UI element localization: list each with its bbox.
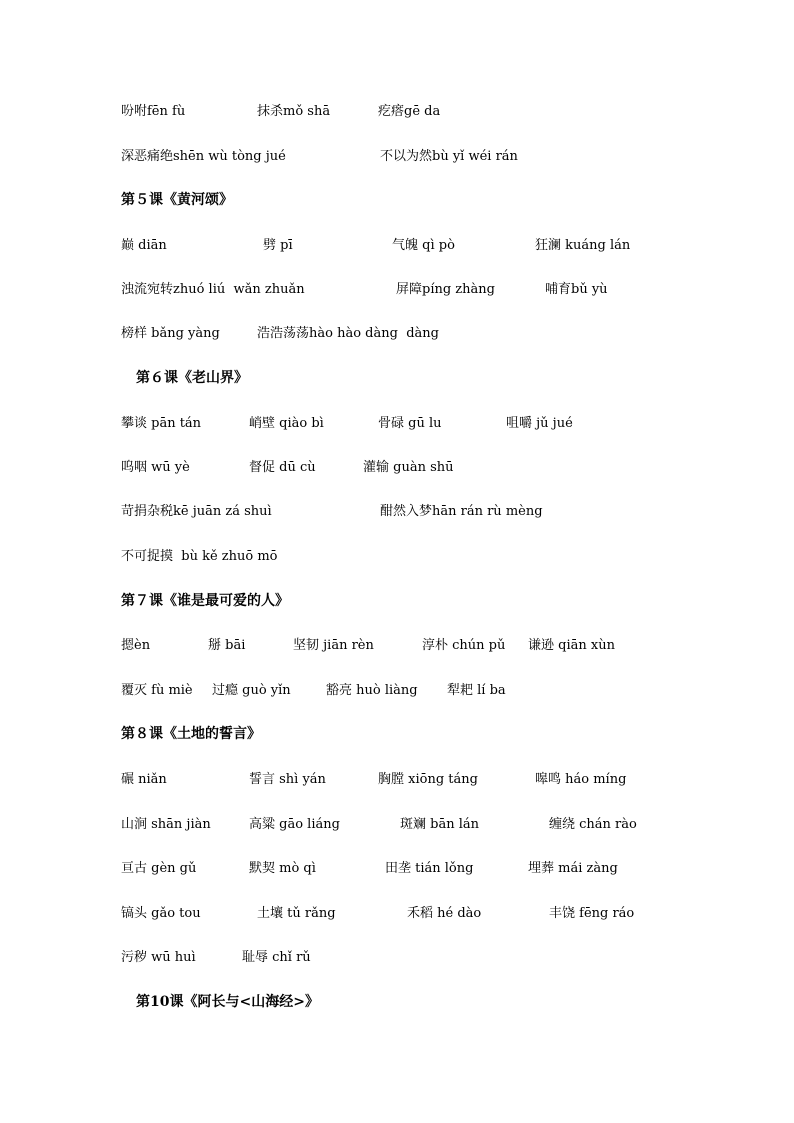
vocab-item: 豁亮 huò liàng <box>326 683 418 698</box>
vocab-row <box>0 322 794 346</box>
lesson-heading: 第５课《黄河颂》 <box>121 192 233 208</box>
vocab-item: 吩咐fēn fù <box>121 104 186 119</box>
vocab-row <box>0 545 794 569</box>
vocab-row <box>0 145 794 169</box>
vocab-item: 碾 niǎn <box>121 772 167 787</box>
lesson-heading: 第８课《土地的誓言》 <box>121 726 261 742</box>
vocab-item: 哺育bǔ yù <box>545 282 608 297</box>
vocab-item: 犁耙 lí ba <box>447 683 506 698</box>
vocab-row <box>0 100 794 124</box>
vocab-item: 山涧 shān jiàn <box>121 817 211 832</box>
vocab-item: 耻辱 chǐ rǔ <box>242 950 311 965</box>
vocab-item: 高粱 gāo liáng <box>249 817 340 832</box>
vocab-item: 峭壁 qiào bì <box>249 416 324 431</box>
vocab-item: 深恶痛绝shēn wù tòng jué <box>121 149 286 164</box>
vocab-item: 督促 dū cù <box>249 460 316 475</box>
vocab-row <box>0 412 794 436</box>
vocab-item: 谦逊 qiān xùn <box>528 638 615 653</box>
vocab-item: 掰 bāi <box>208 638 246 653</box>
vocab-item: 抹杀mǒ shā <box>257 104 331 119</box>
lesson-heading: 第６课《老山界》 <box>136 370 248 386</box>
vocab-item: 亘古 gèn gǔ <box>121 861 197 876</box>
vocab-item: 浩浩荡荡hào hào dàng dàng <box>257 326 439 341</box>
vocab-item: 田垄 tián lǒng <box>385 861 474 876</box>
vocab-item: 过瘾 guò yǐn <box>212 683 291 698</box>
vocab-item: 斑斓 bān lán <box>400 817 479 832</box>
vocab-item: 污秽 wū huì <box>121 950 196 965</box>
vocab-item: 咀嚼 jǔ jué <box>506 416 573 431</box>
vocab-row <box>0 902 794 926</box>
vocab-row <box>0 234 794 258</box>
vocab-item: 缠绕 chán rào <box>549 817 637 832</box>
vocab-item: 攀谈 pān tán <box>121 416 202 431</box>
vocab-item: 嗥鸣 háo míng <box>535 772 627 787</box>
vocab-row <box>0 813 794 837</box>
vocab-item: 淳朴 chún pǔ <box>422 638 506 653</box>
vocab-row <box>0 634 794 658</box>
vocab-item: 疙瘩gē da <box>378 104 441 119</box>
vocab-item: 土壤 tǔ rǎng <box>257 906 336 921</box>
vocab-item: 覆灭 fù miè <box>121 683 193 698</box>
lesson-heading: 第10课《阿长与<山海经>》 <box>136 994 319 1010</box>
vocab-item: 胸膛 xiōng táng <box>378 772 478 787</box>
vocab-row <box>0 500 794 524</box>
vocab-row <box>0 456 794 480</box>
vocab-item: 摁èn <box>121 638 151 653</box>
vocab-item: 浊流宛转zhuó liú wǎn zhuǎn <box>121 282 305 297</box>
vocab-item: 禾稻 hé dào <box>407 906 482 921</box>
vocab-item: 屏障píng zhàng <box>396 282 495 297</box>
vocab-item: 骨碌 gū lu <box>378 416 442 431</box>
lesson-heading: 第７课《谁是最可爱的人》 <box>121 593 289 609</box>
vocab-row <box>0 857 794 881</box>
vocab-item: 镐头 gǎo tou <box>121 906 201 921</box>
vocab-item: 默契 mò qì <box>249 861 316 876</box>
vocab-item: 丰饶 fēng ráo <box>549 906 635 921</box>
vocab-row <box>0 946 794 970</box>
vocab-row <box>0 679 794 703</box>
vocab-item: 不以为然bù yǐ wéi rán <box>380 149 518 164</box>
vocab-item: 灌输 guàn shū <box>363 460 454 475</box>
vocab-row <box>0 278 794 302</box>
vocab-item: 埋葬 mái zàng <box>528 861 618 876</box>
vocab-item: 气魄 qì pò <box>392 238 455 253</box>
vocab-item: 誓言 shì yán <box>249 772 326 787</box>
vocab-item: 呜咽 wū yè <box>121 460 190 475</box>
vocab-item: 坚韧 jiān rèn <box>293 638 374 653</box>
vocab-item: 榜样 bǎng yàng <box>121 326 220 341</box>
vocab-item: 不可捉摸 bù kě zhuō mō <box>121 549 278 564</box>
vocab-item: 巅 diān <box>121 238 167 253</box>
vocab-item: 酣然入梦hān rán rù mèng <box>380 504 543 519</box>
vocab-item: 狂澜 kuáng lán <box>535 238 631 253</box>
vocab-item: 苛捐杂税kē juān zá shuì <box>121 504 272 519</box>
vocab-row <box>0 768 794 792</box>
vocab-item: 劈 pī <box>263 238 293 253</box>
